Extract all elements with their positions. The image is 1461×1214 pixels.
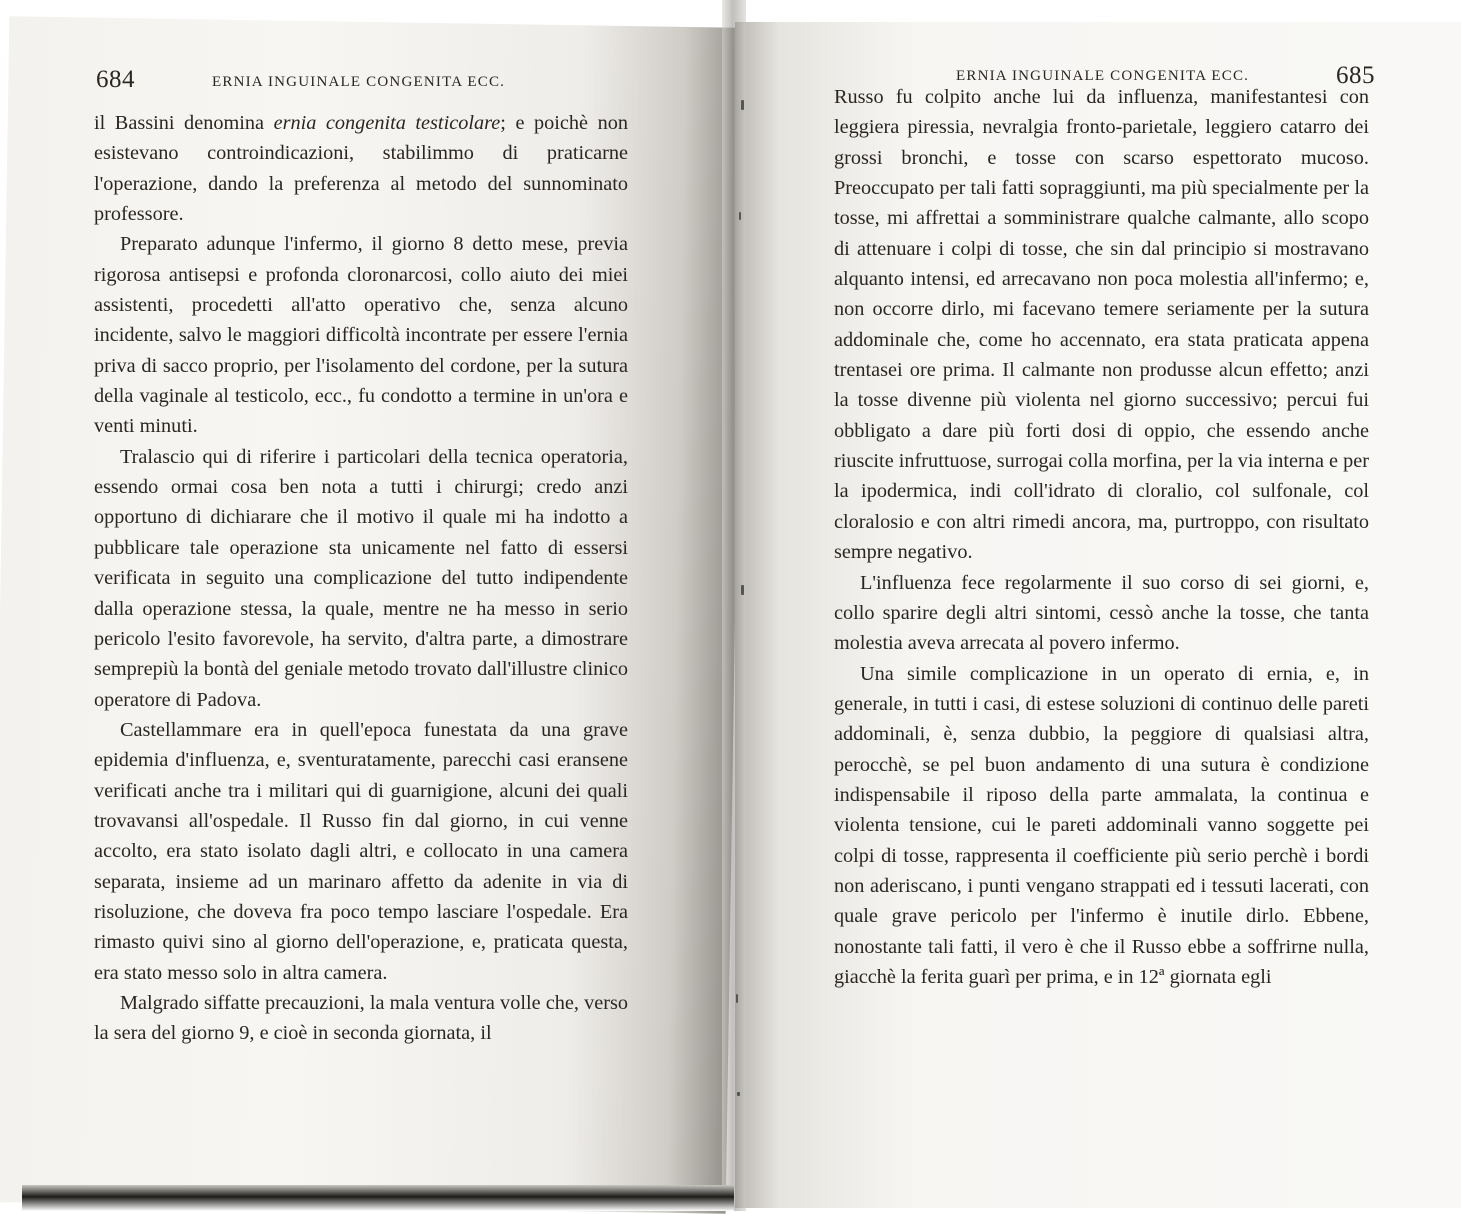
speck bbox=[741, 585, 744, 595]
right-paragraph-2: L'influenza fece regolarmente il suo corso di sei giorni, e, collo sparire degli altri sintomi, cessò anche la tosse, che tanta molestia aveva arrecata al povero infermo. bbox=[834, 571, 1369, 655]
left-paragraph-5: Malgrado siffatte precauzioni, la mala ventura volle che, verso la sera del giorno 9, e cioè in seconda giornata, il bbox=[94, 991, 628, 1045]
left-text-column bbox=[94, 108, 628, 1049]
left-paragraph-3: Tralascio qui di riferire i particolari della tecnica operatoria, essendo ormai cosa ben nota a tutti i chirurgi; credo anzi opportuno di dichiarare che il motivo il quale mi ha indotto a pubblicare tale operazione sta unicamente nel fatto di essersi verificata in seguito una complicazione del tutto indipendente dalla operazione stessa, la quale, mentre ne ha messo in serio pericolo l'esito favorevole, ha servito, d'altra parte, a dimostrare semprepiù la bontà del geniale metodo trovato dall'illustre clinico operatore di Padova. bbox=[94, 445, 628, 711]
left-paragraph-4: Castellammare era in quell'epoca funestata da una grave epidemia d'influenza, e, sventuratamente, parecchi casi eransene verificati anche tra i militari qui di guarnigione, alcuni dei quali trovavansi all'ospedale. Il Russo fin dal giorno, in cui venne accolto, era stato isolato dagli altri, e collocato in una camera separata, insieme ad un marinaro affetto da adenite in via di risoluzione, che doveva fra poco tempo lasciare l'ospedale. Era rimasto quivi sino al giorno dell'operazione, e, praticata questa, era stato messo solo in altra camera. bbox=[94, 718, 628, 984]
right-paragraph-1: Russo fu colpito anche lui da influenza, manifestantesi con leggiera piressia, nevralgia fronto-parietale, leggiero catarro dei grossi bronchi, e tosse con scarso espettorato mucoso. Preoccupato per tali fatti sopraggiunti, ma più specialmente per la tosse, mi affrettai a somministrare qualche calmante, allo scopo di attenuare i colpi di tosse, che sin dal principio si mostravano alquanto intensi, ed arrecavano non poca molestia all'infermo; e, non occorre dirlo, mi facevano temere seriamente per la sutura addominale che, come ho accennato, era stata praticata appena trentasei ore prima. Il calmante non produsse alcun effetto; anzi la tosse divenne più violenta nel giorno successivo; percui fui obbligato a dare più forti dosi di oppio, che essendo anche riuscite infruttuose, surrogai colla morfina, per la via interna e per la ipodermica, indi coll'idrato di cloralio, col sulfonale, col cloralosio e con altri rimedi ancora, ma, purtroppo, con risultato sempre negativo. bbox=[834, 86, 1369, 564]
left-paragraph-1: il Bassini denomina ernia congenita testicolare; e poichè non esistevano controindicazioni, stabilimmo di praticarne l'operazione, dando la preferenza al metodo del sunnominato professore. bbox=[94, 112, 628, 226]
speck bbox=[741, 100, 744, 110]
speck bbox=[737, 1092, 740, 1096]
left-page-number: 684 bbox=[96, 66, 135, 93]
right-text-column bbox=[834, 82, 1369, 992]
book-gutter bbox=[722, 0, 746, 1211]
left-paragraph-2: Preparato adunque l'infermo, il giorno 8 detto mese, previa rigorosa antisepsi e profonda cloronarcosi, collo aiuto dei miei assistenti, procedetti all'atto operativo che, senza alcuno incidente, salvo le maggiori difficoltà incontrate per essere l'ernia priva di sacco proprio, per l'isolamento del cordone, per la sutura della vaginale al testicolo, ecc., fu condotto a termine in un'ora e venti minuti. bbox=[94, 233, 628, 438]
page-bottom-edge bbox=[22, 1185, 734, 1211]
left-running-head bbox=[96, 66, 616, 106]
right-paragraph-3: Una simile complicazione in un operato di ernia, e, in generale, in tutti i casi, di estese soluzioni di continuo delle pareti addominali, è, senza dubbio, la peggiore di qualsiasi altra, perocchè, se pel buon andamento di una sutura è condizione indispensabile il riposo della parte ammalata, la continua e violenta tensione, cui le pareti addominali vanno soggette pei colpi di tosse, rappresenta il coefficiente più serio perchè i bordi non aderiscano, i punti vengano strappati ed i tessuti lacerati, con quale grave pericolo per l'infermo è inutile dirlo. Ebbene, nonostante tali fatti, il vero è che il Russo ebbe a soffrirne nulla, giacchè la ferita guarì per prima, e in 12ª giornata egli bbox=[834, 662, 1369, 988]
right-page-number: 685 bbox=[1336, 62, 1375, 89]
left-running-title: ERNIA INGUINALE CONGENITA ECC. bbox=[212, 74, 506, 90]
speck bbox=[736, 994, 738, 1003]
right-running-title: ERNIA INGUINALE CONGENITA ECC. bbox=[956, 68, 1250, 84]
speck bbox=[739, 212, 741, 220]
italic-term: ernia congenita testicolare bbox=[273, 112, 501, 134]
